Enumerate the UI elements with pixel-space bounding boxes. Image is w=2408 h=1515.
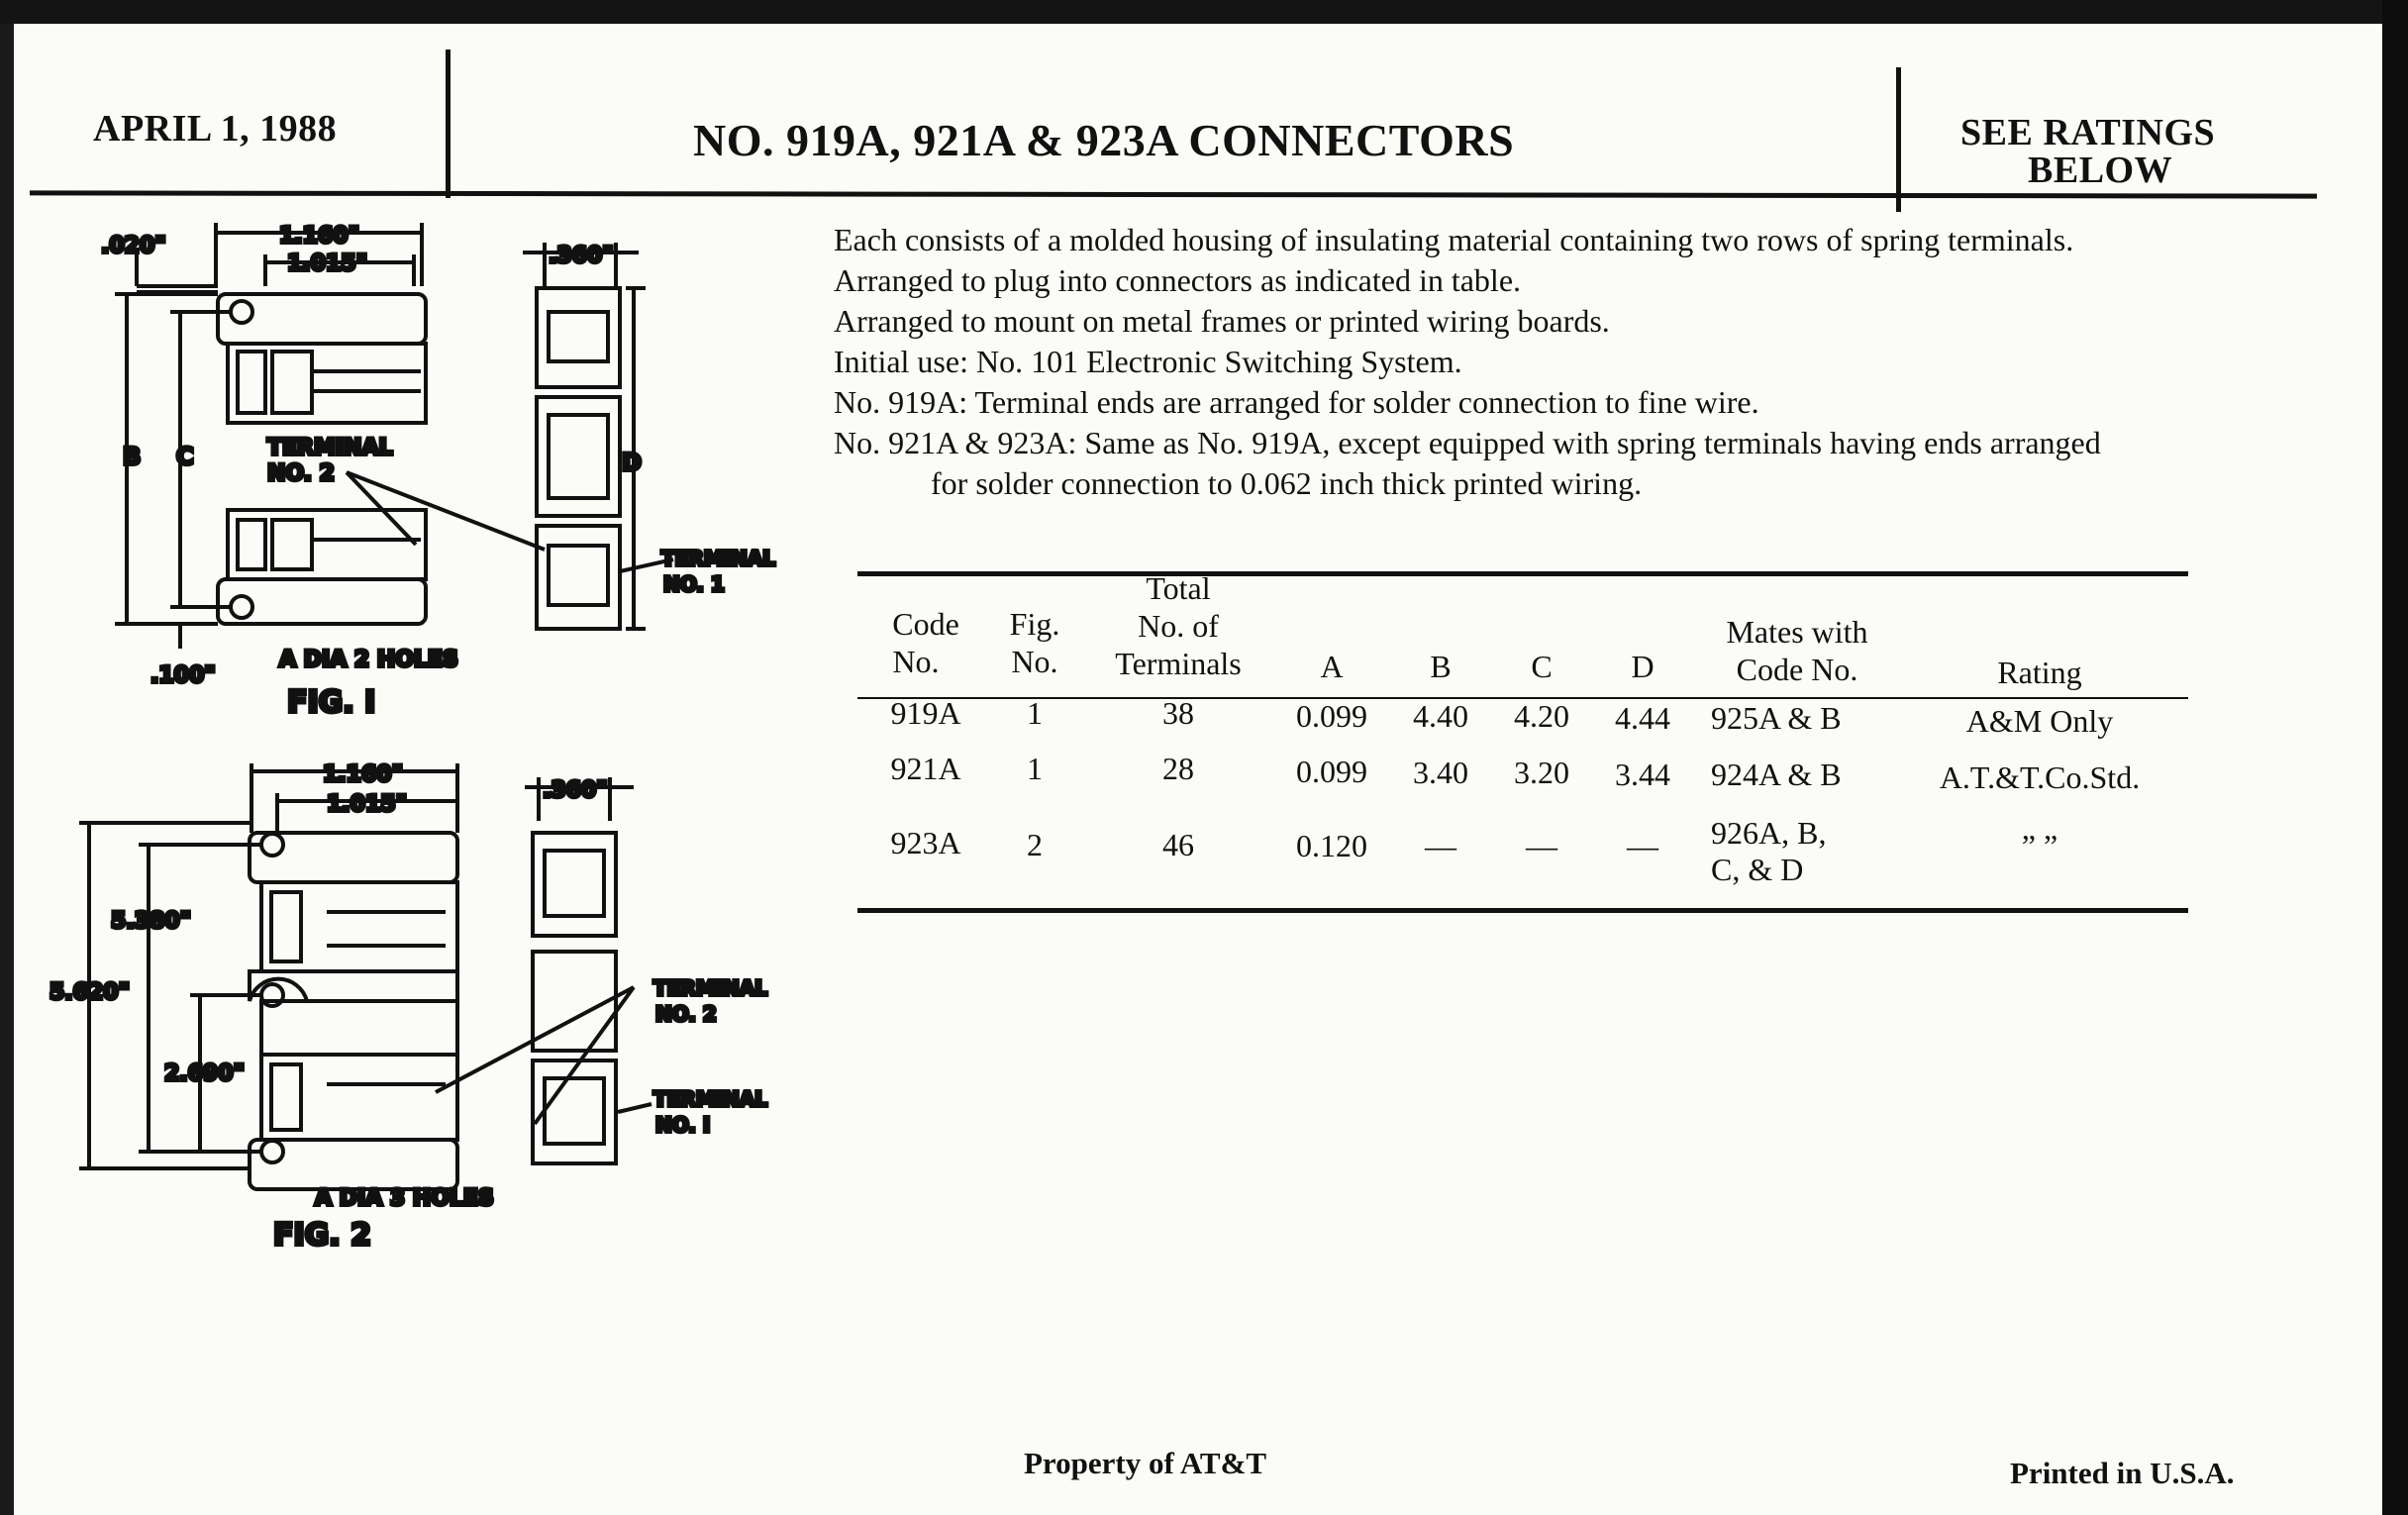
header-divider-left (446, 50, 451, 198)
cell-code: 919A (890, 695, 961, 731)
fig1-label-b: B (123, 443, 142, 470)
cell-mates: C, & D (1711, 852, 1804, 887)
cell-code: 921A (890, 751, 961, 786)
th-fig: Fig. (1009, 606, 1060, 642)
th-d: D (1631, 649, 1655, 684)
cell-a: 0.099 (1296, 698, 1367, 734)
description-line: Arranged to plug into connectors as indicated in table. (834, 262, 1522, 298)
fig2-terminal2-label: TERMINAL (653, 976, 768, 1000)
fig2-dim-2690: 2.690" (164, 1061, 246, 1086)
fig2-dim-360: .360" (543, 778, 608, 803)
description-line: Each consists of a molded housing of insulating material containing two rows of spring terminals. (834, 222, 2074, 257)
cell-fig: 2 (1027, 827, 1043, 862)
cell-fig: 1 (1027, 751, 1043, 786)
cell-c: 3.20 (1514, 755, 1569, 790)
fig1-terminal1-label: TERMINAL (661, 547, 776, 570)
th-c: C (1531, 649, 1553, 684)
footer-property: Property of AT&T (1024, 1446, 1267, 1480)
ratings-note-line1: SEE RATINGS (1960, 112, 2216, 153)
fig2-terminal2-label: NO. 2 (655, 1002, 717, 1026)
cell-mates: 925A & B (1711, 700, 1842, 736)
th-mates: Mates with (1726, 614, 1868, 650)
description-line: Arranged to mount on metal frames or printed wiring boards. (834, 303, 1610, 339)
cell-code: 923A (890, 825, 961, 860)
fig1-dim-1160: 1.160" (279, 224, 360, 249)
fig1-dim-1015: 1.015" (287, 252, 368, 276)
cell-c: — (1526, 828, 1557, 863)
th-total: Total (1146, 570, 1211, 606)
cell-b: 4.40 (1413, 698, 1468, 734)
fig2-terminal1-label: NO. I (655, 1113, 711, 1137)
fig2-dim-5620: 5.620" (50, 980, 131, 1005)
th-code: Code (892, 606, 959, 642)
fig2-holes-label: A DIA 3 HOLES (315, 1186, 494, 1211)
fig1-caption: FIG. I (287, 685, 376, 720)
cell-d: 4.44 (1615, 700, 1670, 736)
page-title: NO. 919A, 921A & 923A CONNECTORS (693, 115, 1515, 165)
cell-terminals: 46 (1162, 827, 1194, 862)
ratings-note-line2: BELOW (2028, 150, 2173, 191)
fig2-dim-1160: 1.160" (323, 762, 404, 787)
th-mates: Code No. (1736, 652, 1858, 687)
fig2-dim-1015: 1.015" (327, 792, 408, 817)
fig2-caption: FIG. 2 (273, 1218, 371, 1253)
cell-a: 0.099 (1296, 754, 1367, 789)
fig1-label-c: C (176, 443, 194, 470)
fig1-terminal2-label: NO. 2 (267, 461, 335, 486)
table-bottom-rule (857, 908, 2188, 913)
header-divider-right (1896, 67, 1901, 212)
fig1-terminal1-label: NO. 1 (663, 572, 725, 596)
footer-printed: Printed in U.S.A. (2010, 1456, 2235, 1490)
th-code: No. (892, 644, 940, 679)
description-line: Initial use: No. 101 Electronic Switching System. (834, 344, 1462, 379)
connector-drawings (20, 203, 832, 1510)
fig1-terminal2-label: TERMINAL (267, 436, 393, 460)
fig2-drawing (79, 763, 652, 1189)
fig1-dim-360: .360" (549, 244, 614, 268)
table-top-rule (857, 571, 2188, 576)
scan-right-edge (2382, 0, 2408, 1515)
description (834, 220, 2269, 504)
cell-a: 0.120 (1296, 828, 1367, 863)
cell-rating: ” ” (2021, 828, 2058, 863)
description-line: for solder connection to 0.062 inch thick printed wiring. (931, 465, 1643, 501)
description-line: No. 921A & 923A: Same as No. 919A, except equipped with spring terminals having ends arranged (834, 425, 2101, 460)
th-rating: Rating (1997, 655, 2082, 690)
fig1-dim-100: .100" (150, 663, 216, 688)
th-fig: No. (1011, 644, 1058, 679)
cell-d: — (1627, 828, 1658, 863)
cell-terminals: 28 (1162, 751, 1194, 786)
cell-b: 3.40 (1413, 755, 1468, 790)
cell-c: 4.20 (1514, 698, 1569, 734)
description-line: No. 919A: Terminal ends are arranged for solder connection to fine wire. (834, 384, 1759, 420)
header-date: APRIL 1, 1988 (93, 108, 338, 150)
th-b: B (1430, 649, 1452, 684)
th-a: A (1320, 649, 1344, 684)
fig1-dim-020: .020" (101, 234, 166, 258)
fig1-holes-label: A DIA 2 HOLES (279, 648, 458, 672)
cell-mates: 926A, B, (1711, 815, 1827, 851)
cell-fig: 1 (1027, 695, 1043, 731)
cell-b: — (1425, 828, 1456, 863)
scan-top-edge (0, 0, 2408, 24)
fig1-drawing (115, 223, 673, 649)
th-total: Terminals (1115, 646, 1242, 681)
cell-d: 3.44 (1615, 757, 1670, 792)
fig1-label-d: D (622, 449, 642, 476)
cell-terminals: 38 (1162, 695, 1194, 731)
cell-mates: 924A & B (1711, 757, 1842, 792)
th-total: No. of (1138, 608, 1219, 644)
fig2-dim-5380: 5.380" (111, 909, 192, 934)
cell-rating: A.T.&T.Co.Std. (1939, 759, 2141, 795)
cell-rating: A&M Only (1965, 703, 2114, 739)
fig2-terminal1-label: TERMINAL (653, 1087, 768, 1111)
